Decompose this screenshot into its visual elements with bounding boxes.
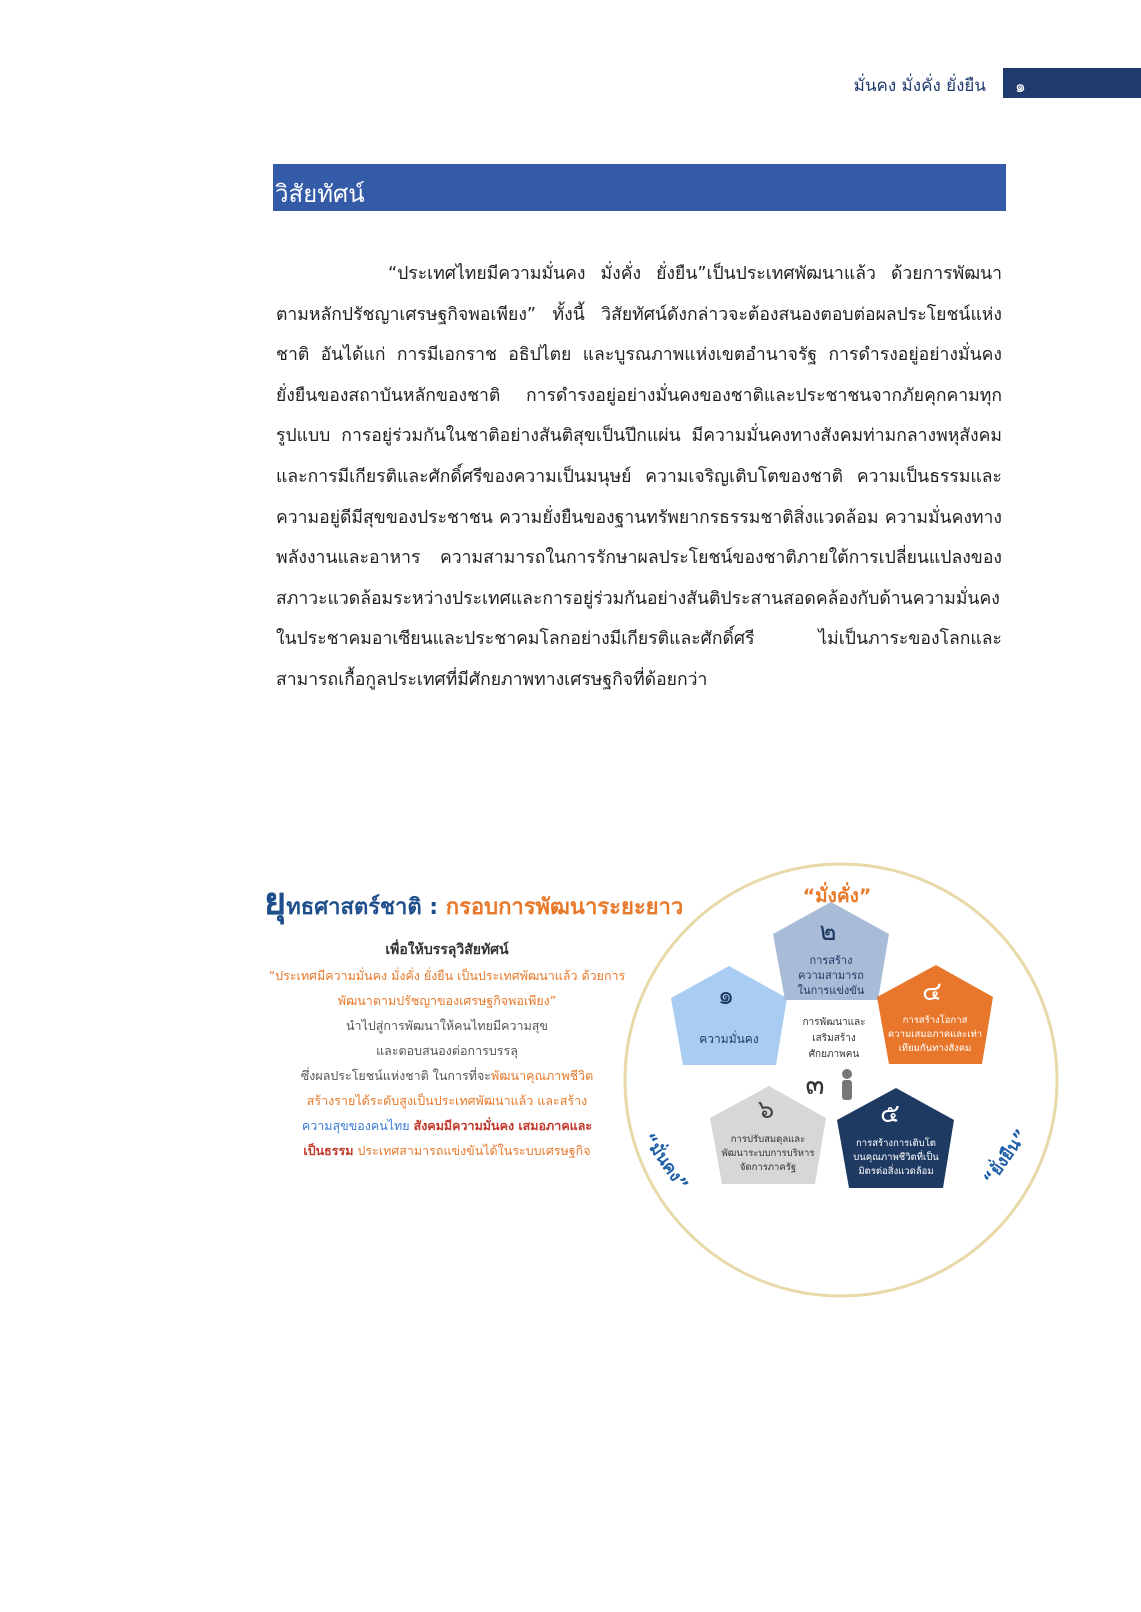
pentagon-5-line-2: บนคุณภาพชีวิตที่เป็น (853, 1152, 939, 1163)
label-yangyuen: “ยั่งยืน” (979, 1125, 1032, 1189)
pentagon-2-line-2: ความสามารถ (798, 969, 864, 982)
center-line-3: ศักยภาพคน (808, 1049, 860, 1060)
pentagon-6-line-3: จัดการภาครัฐ (739, 1162, 797, 1173)
pentagon-6-line-1: การปรับสมดุลและ (730, 1134, 806, 1145)
strategy-infographic (262, 860, 1062, 1305)
header-page-tab (1003, 68, 1141, 98)
pentagon-4-line-2: ความเสมอภาคและเท่า (887, 1029, 983, 1040)
label-mankhong: “มั่นคง” (638, 1129, 692, 1195)
infographic-heading: เพื่อให้บรรลุวิสัยทัศน์ (385, 942, 509, 958)
pentagon-5-line-1: การสร้างการเติบโต (856, 1138, 936, 1149)
pentagon-2-number: ๒ (819, 917, 837, 947)
header-title: มั่นคง มั่งคั่ง ยั่งยืน (853, 76, 986, 96)
person-icon (842, 1069, 852, 1100)
benefit-line-b: สร้างรายได้ระดับสูงเป็นประเทศพัฒนาแล้ว และสร้าง (306, 1093, 588, 1108)
benefit-line-a: ซึ่งผลประโยชน์แห่งชาติ ในการที่จะพัฒนาคุณภาพชีวิต (300, 1068, 594, 1083)
benefit-line-c: ความสุขของคนไทย สังคมมีความมั่นคง เสมอภาคและ (301, 1118, 593, 1133)
center-number: ๓ (805, 1068, 825, 1101)
benefit-line-d: เป็นธรรม ประเทศสามารถแข่งขันได้ในระบบเศรษฐกิจ (303, 1143, 591, 1158)
pentagon-1-line-1: ความมั่นคง (699, 1032, 759, 1046)
label-mangkhang: “มั่งคั่ง” (802, 885, 872, 907)
infographic-description (262, 938, 632, 1163)
title-separator: : (421, 895, 446, 920)
pentagon-4-line-3: เทียมกันทางสังคม (898, 1043, 972, 1054)
title-rest: ทธศาสตร์ชาติ (286, 895, 422, 920)
pentagon-6-line-2: พัฒนาระบบการบริหาร (721, 1148, 815, 1159)
pentagon-6-number: ๖ (757, 1095, 775, 1125)
pentagon-5-line-3: มิตรต่อสิ่งแวดล้อม (858, 1166, 934, 1177)
vision-paragraph: “ประเทศไทยมีความมั่นคง มั่งคั่ง ยั่งยืน”เป็นประเทศพัฒนาแล้ว ด้วยการพัฒนาตามหลักปรัชญาเศรษฐกิจพอเพียง” ทั้งนี้ วิสัยทัศน์ดังกล่าวจะต้องสนองตอบต่อผลประโยชน์แห่งชาติ อันได้แก่ การมีเอกราช อธิปไตย และบูรณภาพแห่งเขตอำนาจรัฐ การดำรงอยู่อย่างมั่นคงยั่งยืนของสถาบันหลักของชาติ การดำรงอยู่อย่างมั่นคงของชาติและประชาชนจากภัยคุกคามทุกรูปแบบ การอยู่ร่วมกันในชาติอย่างสันติสุขเป็นปึกแผ่น มีความมั่นคงทางสังคมท่ามกลางพหุสังคมและการมีเกียรติและศักดิ์ศรีของความเป็นมนุษย์ ความเจริญเติบโตของชาติ ความเป็นธรรมและความอยู่ดีมีสุขของประชาชน ความยั่งยืนของฐานทรัพยากรธรรมชาติสิ่งแวดล้อม ความมั่นคงทางพลังงานและอาหาร ความสามารถในการรักษาผลประโยชน์ของชาติภายใต้การเปลี่ยนแปลงของสภาวะแวดล้อมระหว่างประเทศและการอยู่ร่วมกันอย่างสันติประสานสอดคล้องกับด้านความมั่นคงในประชาคมอาเซียนและประชาคมโลกอย่างมีเกียรติและศักดิ์ศรี ไม่เป็นภาระของโลกและสามารถเกื้อกูลประเทศที่มีศักยภาพทางเศรษฐกิจที่ด้อยกว่า (276, 264, 1002, 690)
section-title-bar (273, 164, 1006, 211)
page-number: ๑ (1015, 77, 1026, 97)
pentagon-2-line-1: การสร้าง (809, 954, 853, 967)
lead-line-1: นำไปสู่การพัฒนาให้คนไทยมีความสุข (346, 1018, 548, 1033)
vision-quote: “ประเทศมีความมั่นคง มั่งคั่ง ยั่งยืน เป็นประเทศพัฒนาแล้ว ด้วยการพัฒนาตามปรัชญาของเศรษฐกิจพอเพียง” (268, 968, 626, 1008)
pentagon-5-number: ๕ (880, 1099, 900, 1129)
center-line-2: เสริมสร้าง (812, 1033, 856, 1044)
section-title: วิสัยทัศน์ (275, 180, 365, 208)
strategy-circle-diagram (621, 860, 1062, 1301)
title-accent: กรอบการพัฒนาระยะยาว (445, 895, 684, 920)
lead-line-2: และตอบสนองต่อการบรรลุ (376, 1043, 518, 1058)
pentagon-4-number: ๔ (922, 977, 942, 1007)
title-initial: ยุ (264, 879, 287, 923)
pentagon-1-number: ๑ (717, 981, 735, 1011)
pentagon-4-line-1: การสร้างโอกาส (902, 1015, 968, 1026)
pentagon-2-line-3: ในการแข่งขัน (797, 984, 865, 997)
center-line-1: การพัฒนาและ (802, 1017, 866, 1028)
